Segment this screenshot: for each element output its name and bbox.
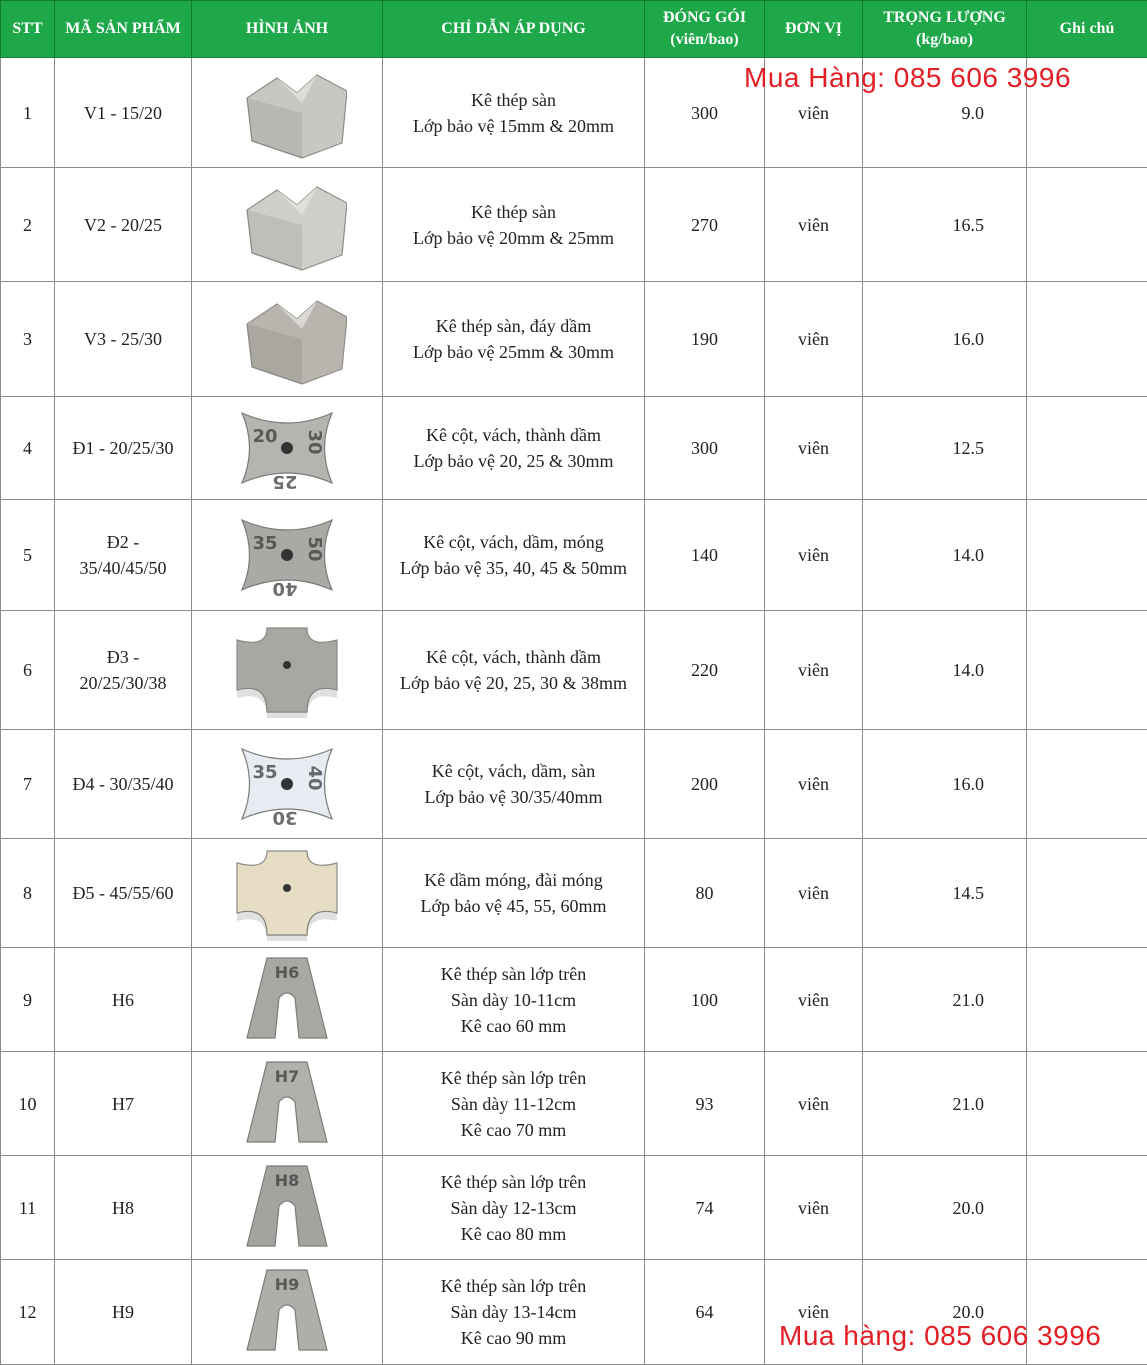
cell-code xyxy=(55,839,192,948)
usage-line: Kê cao 60 mm xyxy=(461,1016,566,1036)
header-pack-line2: (viên/bao) xyxy=(670,31,738,48)
header-usage: CHỈ DẪN ÁP DỤNG xyxy=(383,1,645,58)
cell-usage xyxy=(383,730,645,839)
header-weight xyxy=(863,1,1027,58)
cross-spacer-image xyxy=(237,628,337,718)
cell-note xyxy=(1027,948,1147,1052)
cell-stt: 9 xyxy=(1,948,55,1052)
cell-stt: 3 xyxy=(1,282,55,397)
usage-line: Lớp bảo vệ 25mm & 30mm xyxy=(413,342,614,362)
usage-line: Kê thép sàn lớp trên xyxy=(441,1068,586,1088)
cell-usage xyxy=(383,1156,645,1260)
cell-note xyxy=(1027,839,1147,948)
cell-code xyxy=(55,168,192,282)
header-image: HÌNH ẢNH xyxy=(192,1,383,58)
round-spacer-image xyxy=(242,413,332,492)
table-row xyxy=(1,1156,1147,1260)
cell-image xyxy=(192,282,383,397)
chair-spacer-image xyxy=(247,1062,327,1142)
cell-stt: 6 xyxy=(1,611,55,730)
cell-weight: 14.5 xyxy=(863,839,1027,948)
cell-stt: 8 xyxy=(1,839,55,948)
header-pack-line1: ĐÓNG GÓI xyxy=(663,9,746,26)
cell-usage xyxy=(383,1260,645,1365)
table-row xyxy=(1,839,1147,948)
usage-line: Lớp bảo vệ 15mm & 20mm xyxy=(413,116,614,136)
usage-line: Kê thép sàn lớp trên xyxy=(441,1172,586,1192)
cell-unit: viên xyxy=(765,730,863,839)
cell-unit: viên xyxy=(765,948,863,1052)
cell-image xyxy=(192,611,383,730)
cell-usage xyxy=(383,500,645,611)
cell-unit: viên xyxy=(765,282,863,397)
cell-note xyxy=(1027,282,1147,397)
cell-unit: viên xyxy=(765,839,863,948)
cell-pack: 140 xyxy=(645,500,765,611)
cell-pack: 93 xyxy=(645,1052,765,1156)
cell-code xyxy=(55,282,192,397)
code-line: H8 xyxy=(112,1198,134,1218)
cell-code xyxy=(55,1052,192,1156)
header-weight-line2: (kg/bao) xyxy=(916,31,973,48)
v-spacer-image xyxy=(247,301,347,384)
chair-spacer-image xyxy=(247,1166,327,1246)
header-unit: ĐƠN VỊ xyxy=(765,1,863,58)
usage-line: Lớp bảo vệ 30/35/40mm xyxy=(425,787,603,807)
promo-phone-top: Mua Hàng: 085 606 3996 xyxy=(744,62,1071,94)
cell-image xyxy=(192,839,383,948)
cell-weight: 20.0 xyxy=(863,1156,1027,1260)
cell-weight: 16.0 xyxy=(863,282,1027,397)
product-marking: 30 xyxy=(304,429,325,454)
usage-line: Kê dầm móng, đài móng xyxy=(424,870,602,890)
usage-line: Lớp bảo vệ 20, 25, 30 & 38mm xyxy=(400,673,627,693)
cell-code xyxy=(55,1156,192,1260)
promo-phone-bottom: Mua hàng: 085 606 3996 xyxy=(779,1320,1101,1352)
product-marking: 25 xyxy=(272,471,297,492)
usage-line: Lớp bảo vệ 20, 25 & 30mm xyxy=(414,451,614,471)
cell-weight: 12.5 xyxy=(863,397,1027,500)
cell-usage xyxy=(383,839,645,948)
cell-stt: 7 xyxy=(1,730,55,839)
product-photo xyxy=(227,734,347,834)
cell-stt: 12 xyxy=(1,1260,55,1365)
code-line: Đ2 - xyxy=(107,532,140,552)
cell-code xyxy=(55,58,192,168)
cell-unit: viên xyxy=(765,1260,863,1365)
cell-pack: 190 xyxy=(645,282,765,397)
header-pack xyxy=(645,1,765,58)
cell-unit: viên xyxy=(765,397,863,500)
code-line: 35/40/45/50 xyxy=(79,558,166,578)
cell-note xyxy=(1027,397,1147,500)
round-spacer-image xyxy=(242,520,332,599)
cell-stt: 1 xyxy=(1,58,55,168)
cell-image xyxy=(192,168,383,282)
cell-note xyxy=(1027,611,1147,730)
code-line: 20/25/30/38 xyxy=(79,673,166,693)
table-row xyxy=(1,1052,1147,1156)
cell-note xyxy=(1027,730,1147,839)
cell-unit: viên xyxy=(765,168,863,282)
cell-note xyxy=(1027,500,1147,611)
cell-pack: 270 xyxy=(645,168,765,282)
cell-pack: 74 xyxy=(645,1156,765,1260)
product-photo xyxy=(227,620,347,720)
usage-line: Kê thép sàn xyxy=(471,202,556,222)
product-marking: 40 xyxy=(272,578,297,599)
usage-line: Kê cột, vách, dầm, móng xyxy=(423,532,603,552)
product-marking: 40 xyxy=(304,765,325,790)
cell-code xyxy=(55,1260,192,1365)
product-photo xyxy=(227,1158,347,1258)
table-row xyxy=(1,500,1147,611)
cell-stt: 10 xyxy=(1,1052,55,1156)
product-marking: 35 xyxy=(252,762,277,783)
cell-note xyxy=(1027,1052,1147,1156)
product-photo xyxy=(227,175,347,275)
usage-line: Lớp bảo vệ 45, 55, 60mm xyxy=(421,896,607,916)
product-marking: 35 xyxy=(252,533,277,554)
cell-code xyxy=(55,730,192,839)
cell-weight: 21.0 xyxy=(863,1052,1027,1156)
usage-line: Sàn dày 12-13cm xyxy=(451,1198,577,1218)
cell-unit: viên xyxy=(765,58,863,168)
cell-image xyxy=(192,1156,383,1260)
cell-weight: 16.5 xyxy=(863,168,1027,282)
cell-note xyxy=(1027,1156,1147,1260)
code-line: V3 - 25/30 xyxy=(84,329,162,349)
cell-image xyxy=(192,948,383,1052)
table-row xyxy=(1,168,1147,282)
cell-unit: viên xyxy=(765,611,863,730)
code-line: Đ1 - 20/25/30 xyxy=(73,438,174,458)
header-code: MÃ SẢN PHẨM xyxy=(55,1,192,58)
cell-pack: 64 xyxy=(645,1260,765,1365)
cell-image xyxy=(192,1260,383,1365)
product-photo xyxy=(227,950,347,1050)
cell-stt: 11 xyxy=(1,1156,55,1260)
cell-pack: 200 xyxy=(645,730,765,839)
usage-line: Kê cao 70 mm xyxy=(461,1120,566,1140)
header-weight-line1: TRỌNG LƯỢNG xyxy=(883,9,1006,26)
cell-image xyxy=(192,500,383,611)
cell-image xyxy=(192,397,383,500)
code-line: V2 - 20/25 xyxy=(84,215,162,235)
usage-line: Sàn dày 10-11cm xyxy=(451,990,576,1010)
cell-image xyxy=(192,730,383,839)
code-line: H6 xyxy=(112,990,134,1010)
cell-usage xyxy=(383,168,645,282)
product-marking: H7 xyxy=(275,1067,300,1086)
usage-line: Kê thép sàn lớp trên xyxy=(441,1276,586,1296)
cell-weight: 16.0 xyxy=(863,730,1027,839)
usage-line: Lớp bảo vệ 35, 40, 45 & 50mm xyxy=(400,558,627,578)
usage-line: Sàn dày 11-12cm xyxy=(451,1094,576,1114)
cell-stt: 4 xyxy=(1,397,55,500)
usage-line: Kê thép sàn, đáy dầm xyxy=(436,316,591,336)
product-photo xyxy=(227,63,347,163)
table-body xyxy=(1,58,1147,1365)
cell-unit: viên xyxy=(765,1156,863,1260)
product-marking: H6 xyxy=(275,963,300,982)
cell-pack: 220 xyxy=(645,611,765,730)
cell-usage xyxy=(383,948,645,1052)
chair-spacer-image xyxy=(247,958,327,1038)
cell-code xyxy=(55,500,192,611)
cell-usage xyxy=(383,397,645,500)
cell-weight: 14.0 xyxy=(863,500,1027,611)
table-row xyxy=(1,611,1147,730)
cell-code xyxy=(55,397,192,500)
product-photo xyxy=(227,843,347,943)
cell-pack: 300 xyxy=(645,397,765,500)
table-row xyxy=(1,948,1147,1052)
usage-line: Kê cao 90 mm xyxy=(461,1328,566,1348)
cell-pack: 100 xyxy=(645,948,765,1052)
cell-code xyxy=(55,948,192,1052)
cell-stt: 5 xyxy=(1,500,55,611)
cell-image xyxy=(192,1052,383,1156)
usage-line: Kê cột, vách, thành dầm xyxy=(426,425,601,445)
usage-line: Kê cột, vách, thành dầm xyxy=(426,647,601,667)
header-stt: STT xyxy=(1,1,55,58)
v-spacer-image xyxy=(247,187,347,270)
product-photo xyxy=(227,1262,347,1362)
product-photo xyxy=(227,398,347,498)
product-marking: 30 xyxy=(272,807,297,828)
header-row xyxy=(1,1,1147,58)
cell-pack: 80 xyxy=(645,839,765,948)
cross-spacer-image xyxy=(237,851,337,941)
cell-usage xyxy=(383,58,645,168)
cell-stt: 2 xyxy=(1,168,55,282)
cell-code xyxy=(55,611,192,730)
usage-line: Kê cột, vách, dầm, sàn xyxy=(432,761,595,781)
cell-weight: 20.0 xyxy=(863,1260,1027,1365)
cell-weight: 9.0 xyxy=(863,58,1027,168)
product-marking: 50 xyxy=(304,536,325,561)
code-line: Đ4 - 30/35/40 xyxy=(73,774,174,794)
code-line: Đ3 - xyxy=(107,647,140,667)
code-line: H9 xyxy=(112,1302,134,1322)
cell-image xyxy=(192,58,383,168)
usage-line: Sàn dày 13-14cm xyxy=(451,1302,577,1322)
cell-pack: 300 xyxy=(645,58,765,168)
product-marking: H9 xyxy=(275,1275,300,1294)
code-line: Đ5 - 45/55/60 xyxy=(73,883,174,903)
v-spacer-image xyxy=(247,75,347,158)
cell-note xyxy=(1027,168,1147,282)
cell-unit: viên xyxy=(765,500,863,611)
chair-spacer-image xyxy=(247,1270,327,1350)
cell-usage xyxy=(383,1052,645,1156)
product-marking: 20 xyxy=(252,426,277,447)
table-row xyxy=(1,397,1147,500)
cell-usage xyxy=(383,611,645,730)
usage-line: Kê thép sàn lớp trên xyxy=(441,964,586,984)
cell-unit: viên xyxy=(765,1052,863,1156)
cell-usage xyxy=(383,282,645,397)
product-photo xyxy=(227,505,347,605)
product-photo xyxy=(227,1054,347,1154)
cell-weight: 14.0 xyxy=(863,611,1027,730)
product-photo xyxy=(227,289,347,389)
table-row xyxy=(1,282,1147,397)
code-line: V1 - 15/20 xyxy=(84,103,162,123)
round-spacer-image xyxy=(242,749,332,828)
usage-line: Kê cao 80 mm xyxy=(461,1224,566,1244)
header-note: Ghi chú xyxy=(1027,1,1147,58)
table-row xyxy=(1,730,1147,839)
usage-line: Kê thép sàn xyxy=(471,90,556,110)
product-marking: H8 xyxy=(275,1171,300,1190)
usage-line: Lớp bảo vệ 20mm & 25mm xyxy=(413,228,614,248)
cell-weight: 21.0 xyxy=(863,948,1027,1052)
code-line: H7 xyxy=(112,1094,134,1114)
